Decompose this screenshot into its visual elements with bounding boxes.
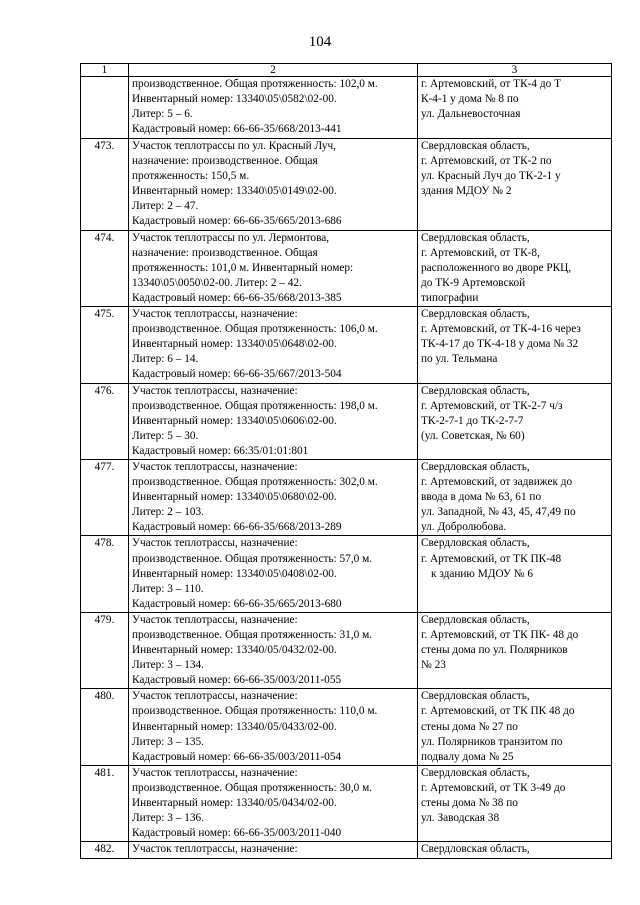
description-line: Кадастровый номер: 66-66-35/668/2013-385	[132, 291, 342, 304]
table-row	[81, 765, 612, 841]
description-line: Литер: 3 – 110.	[132, 582, 204, 595]
location-line: К-4-1 у дома № 8 по	[421, 93, 519, 106]
object-description	[129, 230, 418, 306]
table-row	[81, 612, 612, 688]
object-location	[418, 689, 612, 765]
table-row	[81, 842, 612, 859]
object-description	[129, 307, 418, 383]
location-line: (ул. Советская, № 60)	[421, 429, 525, 442]
location-line: стены дома по ул. Полярников	[421, 644, 568, 657]
row-number: 473.	[81, 139, 129, 231]
location-line: ул. Добролюбова.	[421, 521, 507, 534]
description-line: Инвентарный номер: 13340\05\0606\02-00.	[132, 414, 337, 427]
description-line: Участок теплотрассы по ул. Красный Луч,	[132, 140, 336, 152]
location-line: ул. Заводская 38	[421, 812, 500, 825]
location-line: Свердловская область,	[421, 308, 530, 321]
description-line: производственное. Общая протяженность: 106,0 м.	[132, 323, 378, 336]
description-line: производственное. Общая протяженность: 57,0 м.	[132, 552, 373, 565]
row-number: 476.	[81, 383, 129, 459]
object-location	[418, 307, 612, 383]
table-row	[81, 459, 612, 535]
location-line: № 23	[421, 659, 446, 672]
description-line: Литер: 2 – 47.	[132, 200, 199, 213]
location-line: расположенного во дворе РКЦ,	[421, 261, 572, 274]
object-location	[418, 230, 612, 306]
object-description	[129, 77, 418, 139]
object-description	[129, 842, 418, 859]
description-line: Кадастровый номер: 66-66-35/667/2013-504	[132, 368, 342, 381]
location-line: ТК-2-7-1 до ТК-2-7-7	[421, 414, 524, 427]
object-description	[129, 689, 418, 765]
property-registry-table	[80, 63, 612, 859]
location-line: г. Артемовский, от ТК-4 до Т	[421, 78, 561, 90]
description-line: Кадастровый номер: 66-66-35/665/2013-680	[132, 597, 342, 610]
location-line: г. Артемовский, от ТК ПК 48 до	[421, 705, 575, 718]
table-row	[81, 307, 612, 383]
location-line: подвалу дома № 25	[421, 750, 514, 763]
row-number: 480.	[81, 689, 129, 765]
location-line: г. Артемовский, от задвижек до	[421, 476, 573, 489]
location-line: типографии	[421, 291, 479, 304]
description-line: Кадастровый номер: 66-66-35/665/2013-686	[132, 215, 342, 228]
page-number: 104	[308, 34, 332, 50]
column-header: 3	[418, 64, 612, 77]
location-line: стены дома № 38 по	[421, 797, 518, 810]
object-location	[418, 139, 612, 231]
object-location	[418, 536, 612, 612]
row-number: 478.	[81, 536, 129, 612]
description-line: Участок теплотрассы, назначение:	[132, 690, 298, 703]
location-line: Свердловская область,	[421, 537, 530, 550]
table-row	[81, 383, 612, 459]
description-line: Литер: 3 – 134.	[132, 659, 204, 672]
description-line: Кадастровый номер: 66:35/01:01:801	[132, 444, 309, 457]
description-line: Инвентарный номер: 13340\05\0408\02-00.	[132, 567, 337, 580]
object-location	[418, 612, 612, 688]
description-line: Кадастровый номер: 66-66-35/668/2013-289	[132, 521, 342, 534]
location-line: здания МДОУ № 2	[421, 185, 512, 198]
description-line: Инвентарный номер: 13340/05/0433/02-00.	[132, 720, 337, 733]
object-location	[418, 765, 612, 841]
location-line: г. Артемовский, от ТК ПК-48	[421, 552, 562, 565]
description-line: Инвентарный номер: 13340/05/0434/02-00.	[132, 797, 337, 810]
location-line: Свердловская область,	[421, 231, 530, 244]
description-line: Участок теплотрассы, назначение:	[132, 843, 298, 856]
object-location	[418, 842, 612, 859]
column-header: 1	[81, 64, 129, 77]
location-line: стены дома № 27 по	[421, 720, 518, 733]
description-line: Участок теплотрассы, назначение:	[132, 766, 298, 779]
location-line: ул. Западной, № 43, 45, 47,49 по	[421, 506, 576, 519]
location-line: Свердловская область,	[421, 766, 530, 779]
location-line: г. Артемовский, от ТК-8,	[421, 246, 540, 259]
location-line: Свердловская область,	[421, 690, 530, 703]
table-row	[81, 230, 612, 306]
location-line: Свердловская область,	[421, 613, 530, 626]
description-line: Инвентарный номер: 13340\05\0149\02-00.	[132, 185, 337, 198]
location-line: по ул. Тельмана	[421, 353, 498, 366]
description-line: Участок теплотрассы, назначение:	[132, 537, 298, 550]
location-line: ввода в дома № 63, 61 по	[421, 491, 542, 504]
location-line: Свердловская область,	[421, 384, 530, 397]
description-line: Литер: 5 – 6.	[132, 108, 193, 121]
description-line: 13340\05\0050\02-00. Литер: 2 – 42.	[132, 276, 302, 289]
description-line: Участок теплотрассы, назначение:	[132, 308, 298, 321]
location-line: ул. Дальневосточная	[421, 108, 521, 121]
location-line: г. Артемовский, от ТК-2-7 ч/з	[421, 399, 563, 412]
location-line: г. Артемовский, от ТК 3-49 до	[421, 781, 566, 794]
row-number: 477.	[81, 459, 129, 535]
location-line: к зданию МДОУ № 6	[431, 567, 534, 580]
object-description	[129, 383, 418, 459]
description-line: Участок теплотрассы, назначение:	[132, 613, 298, 626]
description-line: Литер: 2 – 103.	[132, 506, 204, 519]
description-line: Участок теплотрассы, назначение:	[132, 384, 298, 397]
description-line: Кадастровый номер: 66-66-35/003/2011-054	[132, 750, 342, 763]
row-number: 482.	[81, 842, 129, 859]
object-description	[129, 536, 418, 612]
location-line: ул. Полярников транзитом по	[421, 735, 563, 748]
object-description	[129, 459, 418, 535]
column-header: 2	[129, 64, 418, 77]
object-description	[129, 765, 418, 841]
object-description	[129, 612, 418, 688]
row-number	[81, 77, 129, 139]
description-line: протяженность: 101,0 м. Инвентарный номер:	[132, 261, 354, 274]
location-line: г. Артемовский, от ТК ПК- 48 до	[421, 629, 579, 641]
description-line: производственное. Общая протяженность: 31,0 м.	[132, 629, 373, 641]
table-row	[81, 689, 612, 765]
description-line: производственное. Общая протяженность: 302,0 м.	[132, 476, 378, 489]
description-line: Кадастровый номер: 66-66-35/668/2013-441	[132, 123, 342, 136]
description-line: назначение: производственное. Общая	[132, 246, 318, 259]
description-line: Участок теплотрассы, назначение:	[132, 460, 298, 473]
description-line: Инвентарный номер: 13340/05/0432/02-00.	[132, 644, 337, 657]
table-row	[81, 77, 612, 139]
description-line: производственное. Общая протяженность: 30,0 м.	[132, 781, 373, 794]
description-line: производственное. Общая протяженность: 198,0 м.	[132, 399, 378, 412]
description-line: Литер: 6 – 14.	[132, 353, 199, 366]
row-number: 474.	[81, 230, 129, 306]
description-line: Участок теплотрассы по ул. Лермонтова,	[132, 231, 330, 244]
location-line: Свердловская область,	[421, 460, 530, 473]
row-number: 475.	[81, 307, 129, 383]
object-location	[418, 77, 612, 139]
location-line: Свердловская область,	[421, 843, 530, 856]
description-line: протяженность: 150,5 м.	[132, 170, 250, 183]
object-location	[418, 459, 612, 535]
description-line: Кадастровый номер: 66-66-35/003/2011-055	[132, 674, 342, 687]
object-description	[129, 139, 418, 231]
column-header-row	[81, 64, 612, 77]
location-line: ТК-4-17 до ТК-4-18 у дома № 32	[421, 338, 579, 351]
description-line: Инвентарный номер: 13340\05\0648\02-00.	[132, 338, 337, 351]
description-line: Литер: 5 – 30.	[132, 429, 199, 442]
description-line: Кадастровый номер: 66-66-35/003/2011-040	[132, 827, 342, 840]
location-line: г. Артемовский, от ТК-2 по	[421, 155, 552, 168]
row-number: 479.	[81, 612, 129, 688]
row-number: 481.	[81, 765, 129, 841]
description-line: Литер: 3 – 135.	[132, 735, 204, 748]
description-line: назначение: производственное. Общая	[132, 155, 318, 168]
description-line: Инвентарный номер: 13340\05\0680\02-00.	[132, 491, 337, 504]
table-row	[81, 536, 612, 612]
location-line: Свердловская область,	[421, 140, 530, 152]
description-line: производственное. Общая протяженность: 110,0 м.	[132, 705, 378, 718]
location-line: до ТК-9 Артемовской	[421, 276, 526, 289]
object-location	[418, 383, 612, 459]
description-line: Инвентарный номер: 13340\05\0582\02-00.	[132, 93, 337, 106]
description-line: производственное. Общая протяженность: 102,0 м.	[132, 78, 378, 90]
table-row	[81, 139, 612, 231]
description-line: Литер: 3 – 136.	[132, 812, 204, 825]
location-line: г. Артемовский, от ТК-4-16 через	[421, 323, 581, 336]
location-line: ул. Красный Луч до ТК-2-1 у	[421, 170, 561, 183]
